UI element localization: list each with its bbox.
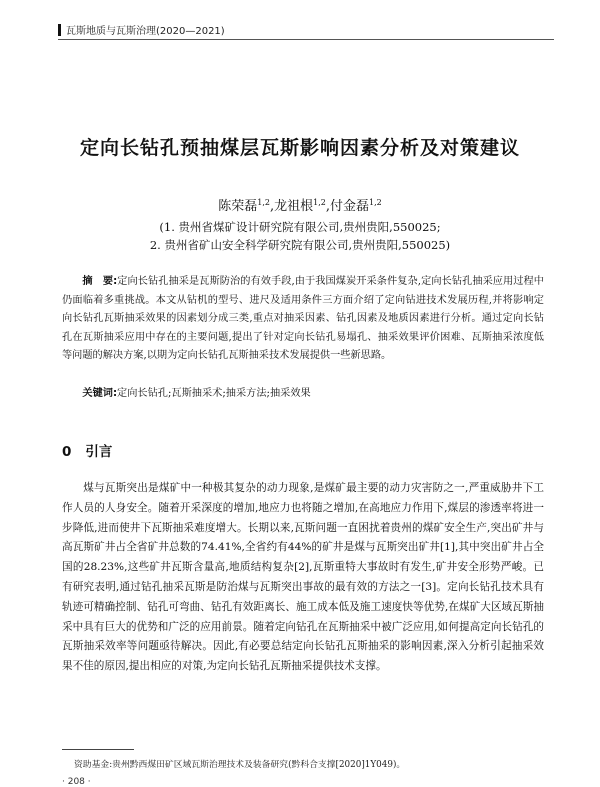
author-separator: , — [325, 199, 331, 214]
page-number: · 208 · — [62, 777, 91, 787]
section-number: 0 — [62, 444, 72, 460]
funding-footnote: 资助基金:贵州黔西煤田矿区域瓦斯治理技术及装备研究(黔科合支撑[2020]1Y049)。 — [74, 760, 406, 770]
abstract — [62, 273, 544, 366]
author-affiliation-mark: 1,2 — [257, 198, 270, 207]
author-affiliation-mark: 1,2 — [369, 198, 382, 207]
author-name: 付金磊 — [330, 199, 370, 214]
keywords — [62, 385, 544, 403]
author-separator: , — [269, 199, 275, 214]
section-heading — [62, 440, 112, 460]
keywords-text: 定向长钻孔;瓦斯抽采术;抽采方法;抽采效果 — [117, 388, 311, 399]
author-name: 陈荣磊 — [218, 199, 258, 214]
keywords-label: 关键词: — [82, 388, 118, 399]
section-title: 引言 — [85, 444, 113, 460]
abstract-text: 定向长钻孔抽采是瓦斯防治的有效手段,由于我国煤炭开采条件复杂,定向长钻孔抽采应用过程中仍面临着多重挑战。本文从钻机的型号、进尺及适用条件三方面介绍了定向钻进技术发展历程,并将影响定向长钻孔瓦斯抽采效果的因素划分成三类,重点对抽采因素、钻孔因素及地质因素进行分析。通过定向长钻孔在瓦斯抽采应用中存在的主要问题,提出了针对定向长钻孔易塌孔、抽采效果评价困难、瓦斯抽采浓度低等问题的解决方案,以期为定向长钻孔瓦斯抽采技术发展提供一些新思路。 — [62, 276, 544, 362]
affiliation-1: (1. 贵州省煤矿设计研究院有限公司,贵州贵阳,550025; — [159, 220, 441, 234]
running-header-text: 瓦斯地质与瓦斯治理(2020—2021) — [66, 26, 225, 37]
affiliation-2: 2. 贵州省矿山安全科学研究院有限公司,贵州贵阳,550025) — [149, 238, 451, 252]
running-header — [58, 22, 225, 37]
header-marker — [58, 24, 61, 36]
author-affiliation-mark: 1,2 — [313, 198, 326, 207]
footnote-rule — [62, 749, 134, 750]
author-line — [0, 195, 600, 214]
abstract-label: 摘 要: — [82, 276, 118, 287]
header-rule — [58, 39, 554, 40]
introduction-paragraph: 煤与瓦斯突出是煤矿中一种极其复杂的动力现象,是煤矿最主要的动力灾害防之一,严重威胁井下工作人员的人身安全。随着开采深度的增加,地应力也将随之增加,在高地应力作用下,煤层的渗透率将进一步降低,进而使井下瓦斯抽采难度增大。长期以来,瓦斯问题一直困扰着贵州的煤矿安全生产,突出矿井与高瓦斯矿井占全省矿井总数的74.41%,全省约有44%的矿井是煤与瓦斯突出矿井[1],其中突出矿井占全国的28.23%,这些矿井瓦斯含量高,地质结构复杂[2],瓦斯重特大事故时有发生,矿井安全形势严峻。已有研究表明,通过钻孔抽采瓦斯是防治煤与瓦斯突出事故的最有效的方法之一[3]。定向长钻孔技术具有轨迹可精确控制、钻孔可弯曲、钻孔有效距离长、施工成本低及施工速度快等优势,在煤矿大区域瓦斯抽采中具有巨大的优势和广泛的应用前景。随着定向钻孔在瓦斯抽采中被广泛应用,如何提高定向长钻孔的瓦斯抽采效率等问题亟待解决。因此,有必要总结定向长钻孔瓦斯抽采的影响因素,深入分析引起抽采效果不佳的原因,提出相应的对策,为定向长钻孔瓦斯抽采提供技术支撑。 — [62, 482, 544, 673]
paper-title: 定向长钻孔预抽煤层瓦斯影响因素分析及对策建议 — [79, 137, 520, 159]
author-name: 龙祖根 — [274, 199, 314, 214]
